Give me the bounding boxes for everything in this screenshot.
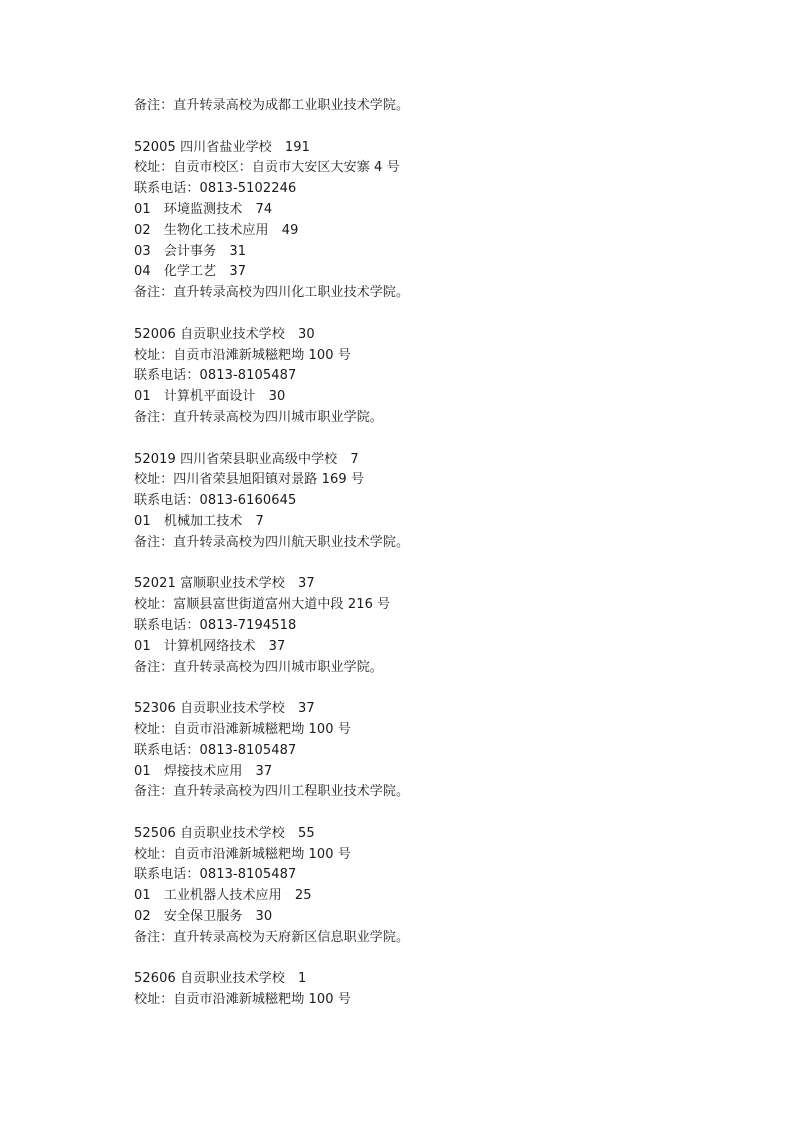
major-item: 01 计算机网络技术 37 [134,638,286,654]
school-note: 备注：直升转录高校为四川城市职业学院。 [134,409,383,425]
major-item: 01 环境监测技术 74 [134,201,273,217]
school-note: 备注：直升转录高校为四川城市职业学院。 [134,659,383,675]
school-note: 备注：直升转录高校为四川化工职业技术学院。 [134,285,410,301]
school-entry [134,699,734,803]
major-item: 01 工业机器人技术应用 25 [134,888,312,904]
school-phone: 联系电话：0813-5102246 [134,181,297,197]
top-note: 备注：直升转录高校为成都工业职业技术学院。 [134,98,410,113]
spacer [134,803,734,824]
school-note: 备注：直升转录高校为四川工程职业技术学院。 [134,784,410,800]
major-item: 01 计算机平面设计 30 [134,389,286,405]
school-address: 校址：自贡市沿滩新城糍粑坳 100 号 [134,721,351,737]
school-header: 52606 自贡职业技术学校 1 [134,971,307,987]
document-content [134,96,734,1011]
school-address: 校址：自贡市沿滩新城糍粑坳 100 号 [134,846,351,862]
school-entry [134,138,734,304]
school-note: 备注：直升转录高校为四川航天职业技术学院。 [134,534,410,550]
school-entry [134,824,734,949]
school-header: 52005 四川省盐业学校 191 [134,139,311,155]
school-phone: 联系电话：0813-6160645 [134,493,297,509]
school-phone: 联系电话：0813-8105487 [134,867,297,883]
school-phone: 联系电话：0813-7194518 [134,617,297,633]
major-item: 01 机械加工技术 7 [134,513,264,529]
spacer [134,304,734,325]
spacer [134,949,734,970]
major-item: 02 生物化工技术应用 49 [134,222,299,238]
school-header: 52306 自贡职业技术学校 37 [134,701,315,717]
school-address: 校址：自贡市沿滩新城糍粑坳 100 号 [134,347,351,363]
school-address: 校址：自贡市沿滩新城糍粑坳 100 号 [134,992,351,1008]
school-entry [134,574,734,678]
spacer [134,554,734,575]
school-header: 52019 四川省荣县职业高级中学校 7 [134,451,359,467]
major-item: 02 安全保卫服务 30 [134,909,273,925]
spacer [134,117,734,138]
school-address: 校址：富顺县富世街道富州大道中段 216 号 [134,597,391,613]
school-phone: 联系电话：0813-8105487 [134,742,297,758]
school-entry [134,325,734,429]
spacer [134,678,734,699]
spacer [134,429,734,450]
school-entry [134,450,734,554]
school-header: 52006 自贡职业技术学校 30 [134,326,315,342]
major-item: 04 化学工艺 37 [134,264,247,280]
school-header: 52506 自贡职业技术学校 55 [134,825,315,841]
major-item: 01 焊接技术应用 37 [134,763,273,779]
school-address: 校址：四川省荣县旭阳镇对景路 169 号 [134,472,365,488]
school-phone: 联系电话：0813-8105487 [134,368,297,384]
school-header: 52021 富顺职业技术学校 37 [134,576,315,592]
school-address: 校址：自贡市校区：自贡市大安区大安寨 4 号 [134,160,400,176]
school-entry [134,969,734,1011]
major-item: 03 会计事务 31 [134,243,247,259]
school-note: 备注：直升转录高校为天府新区信息职业学院。 [134,929,410,945]
